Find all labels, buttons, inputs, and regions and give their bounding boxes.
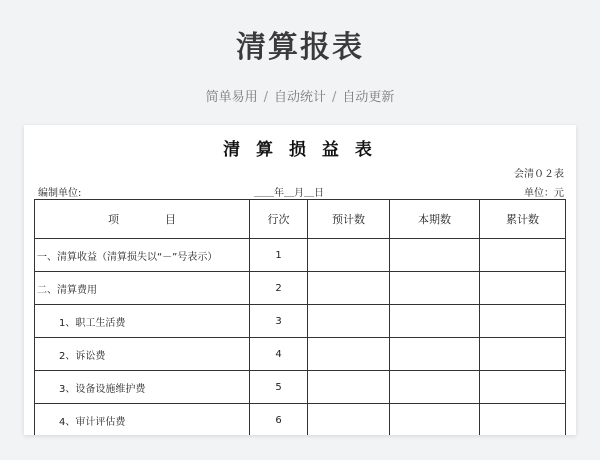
row-item: 2、诉讼费 — [35, 338, 250, 371]
document-title: 清 算 损 益 表 — [223, 140, 377, 160]
row-cumulative-cell[interactable] — [480, 305, 566, 338]
row-current-cell[interactable] — [390, 338, 480, 371]
tagline-item: 简单易用 — [205, 90, 258, 105]
row-current-cell[interactable] — [390, 404, 480, 436]
row-line: 1 — [250, 239, 308, 272]
table-row — [35, 272, 566, 305]
tagline-separator: / — [332, 90, 337, 105]
row-estimate-cell[interactable] — [308, 305, 390, 338]
row-estimate-cell[interactable] — [308, 338, 390, 371]
column-header-item: 项 目 — [35, 200, 250, 239]
row-cumulative-cell[interactable] — [480, 404, 566, 436]
table-row — [35, 404, 566, 436]
row-cumulative-cell[interactable] — [480, 338, 566, 371]
table-row — [35, 305, 566, 338]
row-estimate-cell[interactable] — [308, 272, 390, 305]
report-table — [34, 199, 566, 435]
row-item: 4、审计评估费 — [35, 404, 250, 436]
row-item: 二、清算费用 — [35, 272, 250, 305]
row-current-cell[interactable] — [390, 272, 480, 305]
tagline-separator: / — [263, 90, 268, 105]
page-title: 清算报表 — [236, 30, 364, 65]
row-line: 3 — [250, 305, 308, 338]
row-item: 3、设备设施维护费 — [35, 371, 250, 404]
column-header-estimate: 预计数 — [308, 200, 390, 239]
row-estimate-cell[interactable] — [308, 239, 390, 272]
table-row — [35, 338, 566, 371]
tagline-item: 自动更新 — [342, 90, 395, 105]
date-field: ＿＿年＿月＿日 — [254, 188, 324, 199]
tagline-item: 自动统计 — [273, 90, 326, 105]
form-code: 会清０２表 — [514, 169, 564, 180]
column-header-current: 本期数 — [390, 200, 480, 239]
unit-label: 编制单位: — [38, 188, 82, 199]
row-line: 2 — [250, 272, 308, 305]
row-cumulative-cell[interactable] — [480, 239, 566, 272]
row-cumulative-cell[interactable] — [480, 371, 566, 404]
column-header-line: 行次 — [250, 200, 308, 239]
row-line: 6 — [250, 404, 308, 436]
row-line: 5 — [250, 371, 308, 404]
row-current-cell[interactable] — [390, 305, 480, 338]
table-row — [35, 239, 566, 272]
row-cumulative-cell[interactable] — [480, 272, 566, 305]
row-current-cell[interactable] — [390, 239, 480, 272]
row-item: 一、清算收益（清算损失以“－”号表示） — [35, 239, 250, 272]
row-estimate-cell[interactable] — [308, 404, 390, 436]
table-header-row — [35, 200, 566, 239]
row-estimate-cell[interactable] — [308, 371, 390, 404]
table-row — [35, 371, 566, 404]
row-line: 4 — [250, 338, 308, 371]
currency-label: 单位：元 — [524, 188, 564, 199]
row-item: 1、职工生活费 — [35, 305, 250, 338]
report-sheet — [24, 125, 576, 435]
meta-row — [24, 184, 576, 198]
row-current-cell[interactable] — [390, 371, 480, 404]
tagline — [0, 86, 600, 105]
column-header-cumulative: 累计数 — [480, 200, 566, 239]
